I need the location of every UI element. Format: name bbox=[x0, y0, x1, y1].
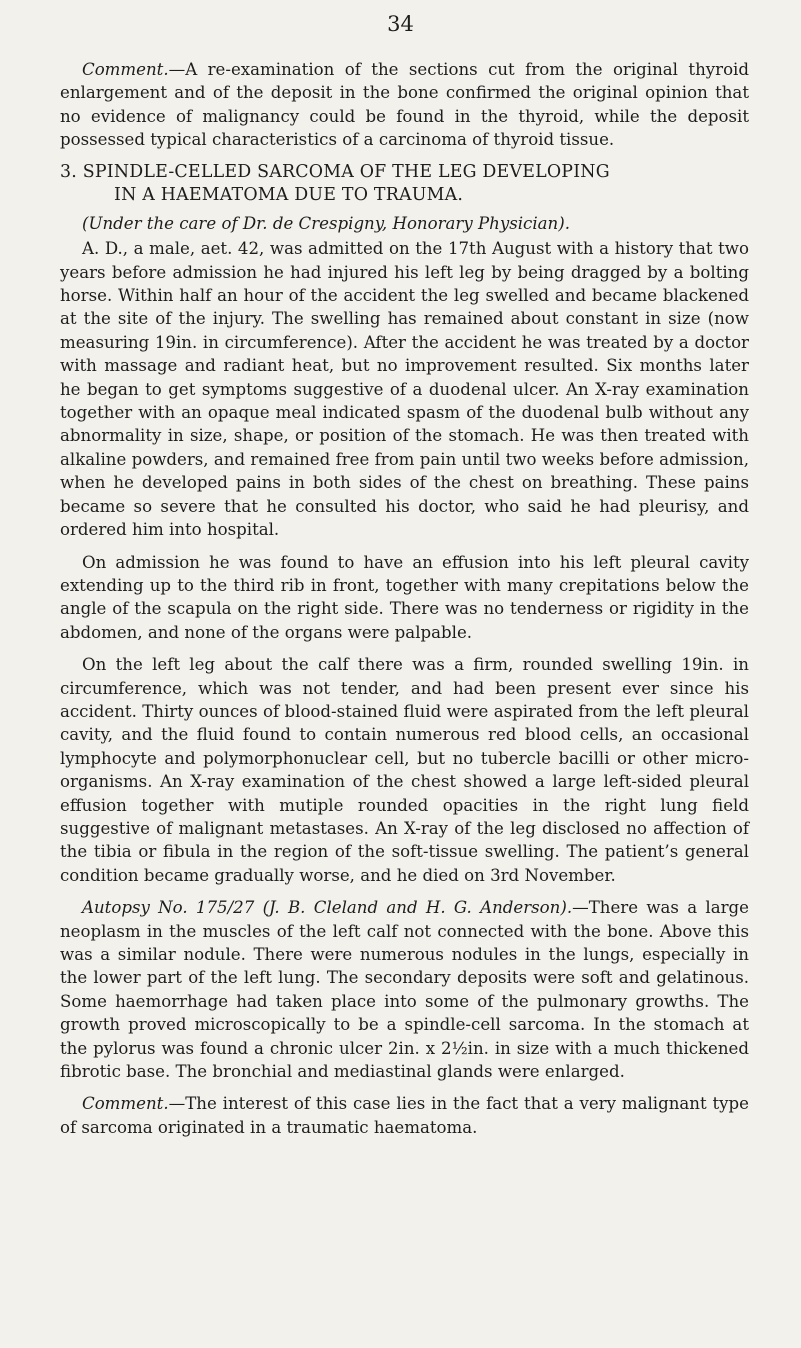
case-history-paragraph: A. D., a male, aet. 42, was admitted on the 17th August with a history that two years before admission he had injured his left leg by being dragged by a bolting horse. Within half an hour of the accident the leg swelled and became blackened at the site of the injury. The swelling has remained about constant in size (now measuring 19in. in circumference). After the accident he was treated by a doctor with massage and radiant heat, but no improvement resulted. Six months later he began to get symptoms suggestive of a duodenal ulcer. An X-ray examination together with an opaque meal indicated spasm of the duodenal bulb without any abnormality in size, shape, or position of the stomach. He was then treated with alkaline powders, and remained free from pain until two weeks before admission, when he developed pains in both sides of the chest on breathing. These pains became so severe that he consulted his doctor, who said he had pleurisy, and ordered him into hospital. bbox=[60, 239, 749, 540]
comment-paragraph bbox=[60, 58, 749, 152]
comment-label: Comment. bbox=[82, 60, 169, 79]
comment-text-2: —The interest of this case lies in the fact that a very malignant type of sarcoma originated in a traumatic haematoma. bbox=[60, 1094, 749, 1137]
autopsy-label: Autopsy No. 175/27 (J. B. Cleland and H. G. Anderson). bbox=[82, 898, 573, 918]
comment-label-2: Comment. bbox=[82, 1094, 169, 1114]
section-heading bbox=[60, 161, 749, 208]
admission-paragraph: On admission he was found to have an effusion into his left pleural cavity extending up to the third rib in front, together with many crepitations below the angle of the scapula on the right side. There was no tenderness or rigidity in the abdomen, and none of the organs were palpable. bbox=[60, 552, 749, 642]
supervisor-line: (Under the care of Dr. de Crespigny, Honorary Physician). bbox=[82, 213, 570, 233]
page-number: 34 bbox=[387, 12, 414, 36]
autopsy-text: —There was a large neoplasm in the muscles of the left calf not connected with the bone. Above this was a similar nodule. There were numerous nodules in the lungs, especially in the lower part of the left lung. The secondary deposits were soft and gelatinous. Some haemorrhage had taken place into some of the pulmonary growths. The growth proved microscopically to be a spindle-cell sarcoma. In the stomach at the pylorus was found a chronic ulcer 2in. x 2½in. in size with a much thickened fibrotic base. The bronchial and mediastinal glands were enlarged. bbox=[60, 898, 749, 1082]
section-number: 3. bbox=[60, 161, 77, 182]
section-title-line-2: IN A HAEMATOMA DUE TO TRAUMA. bbox=[114, 185, 464, 206]
autopsy-paragraph bbox=[60, 896, 749, 1083]
comment-paragraph-2 bbox=[60, 1092, 749, 1139]
comment-text: —A re-examination of the sections cut from the original thyroid enlargement and of the deposit in the bone confirmed the original opinion that no evidence of malignancy could be found in the thyroid, while the deposit possessed typical characteristics of a carcinoma of thyroid tissue. bbox=[60, 60, 749, 150]
section-title-line-1: SPINDLE-CELLED SARCOMA OF THE LEG DEVELOPING bbox=[82, 161, 610, 182]
examination-paragraph: On the left leg about the calf there was a firm, rounded swelling 19in. in circumference, which was not tender, and had been present ever since his accident. Thirty ounces of blood-stained fluid were aspirated from the left pleural cavity, and the fluid found to contain numerous red blood cells, an occasional lymphocyte and polymorphonuclear cell, but no tubercle bacilli or other micro-organisms. An X-ray examination of the chest showed a large left-sided pleural effusion together with mutiple rounded opacities in the right lung field suggestive of malignant metastases. An X-ray of the leg disclosed no affection of the tibia or fibula in the region of the soft-tissue swelling. The patient’s general condition became gradually worse, and he died on 3rd November. bbox=[60, 655, 749, 885]
